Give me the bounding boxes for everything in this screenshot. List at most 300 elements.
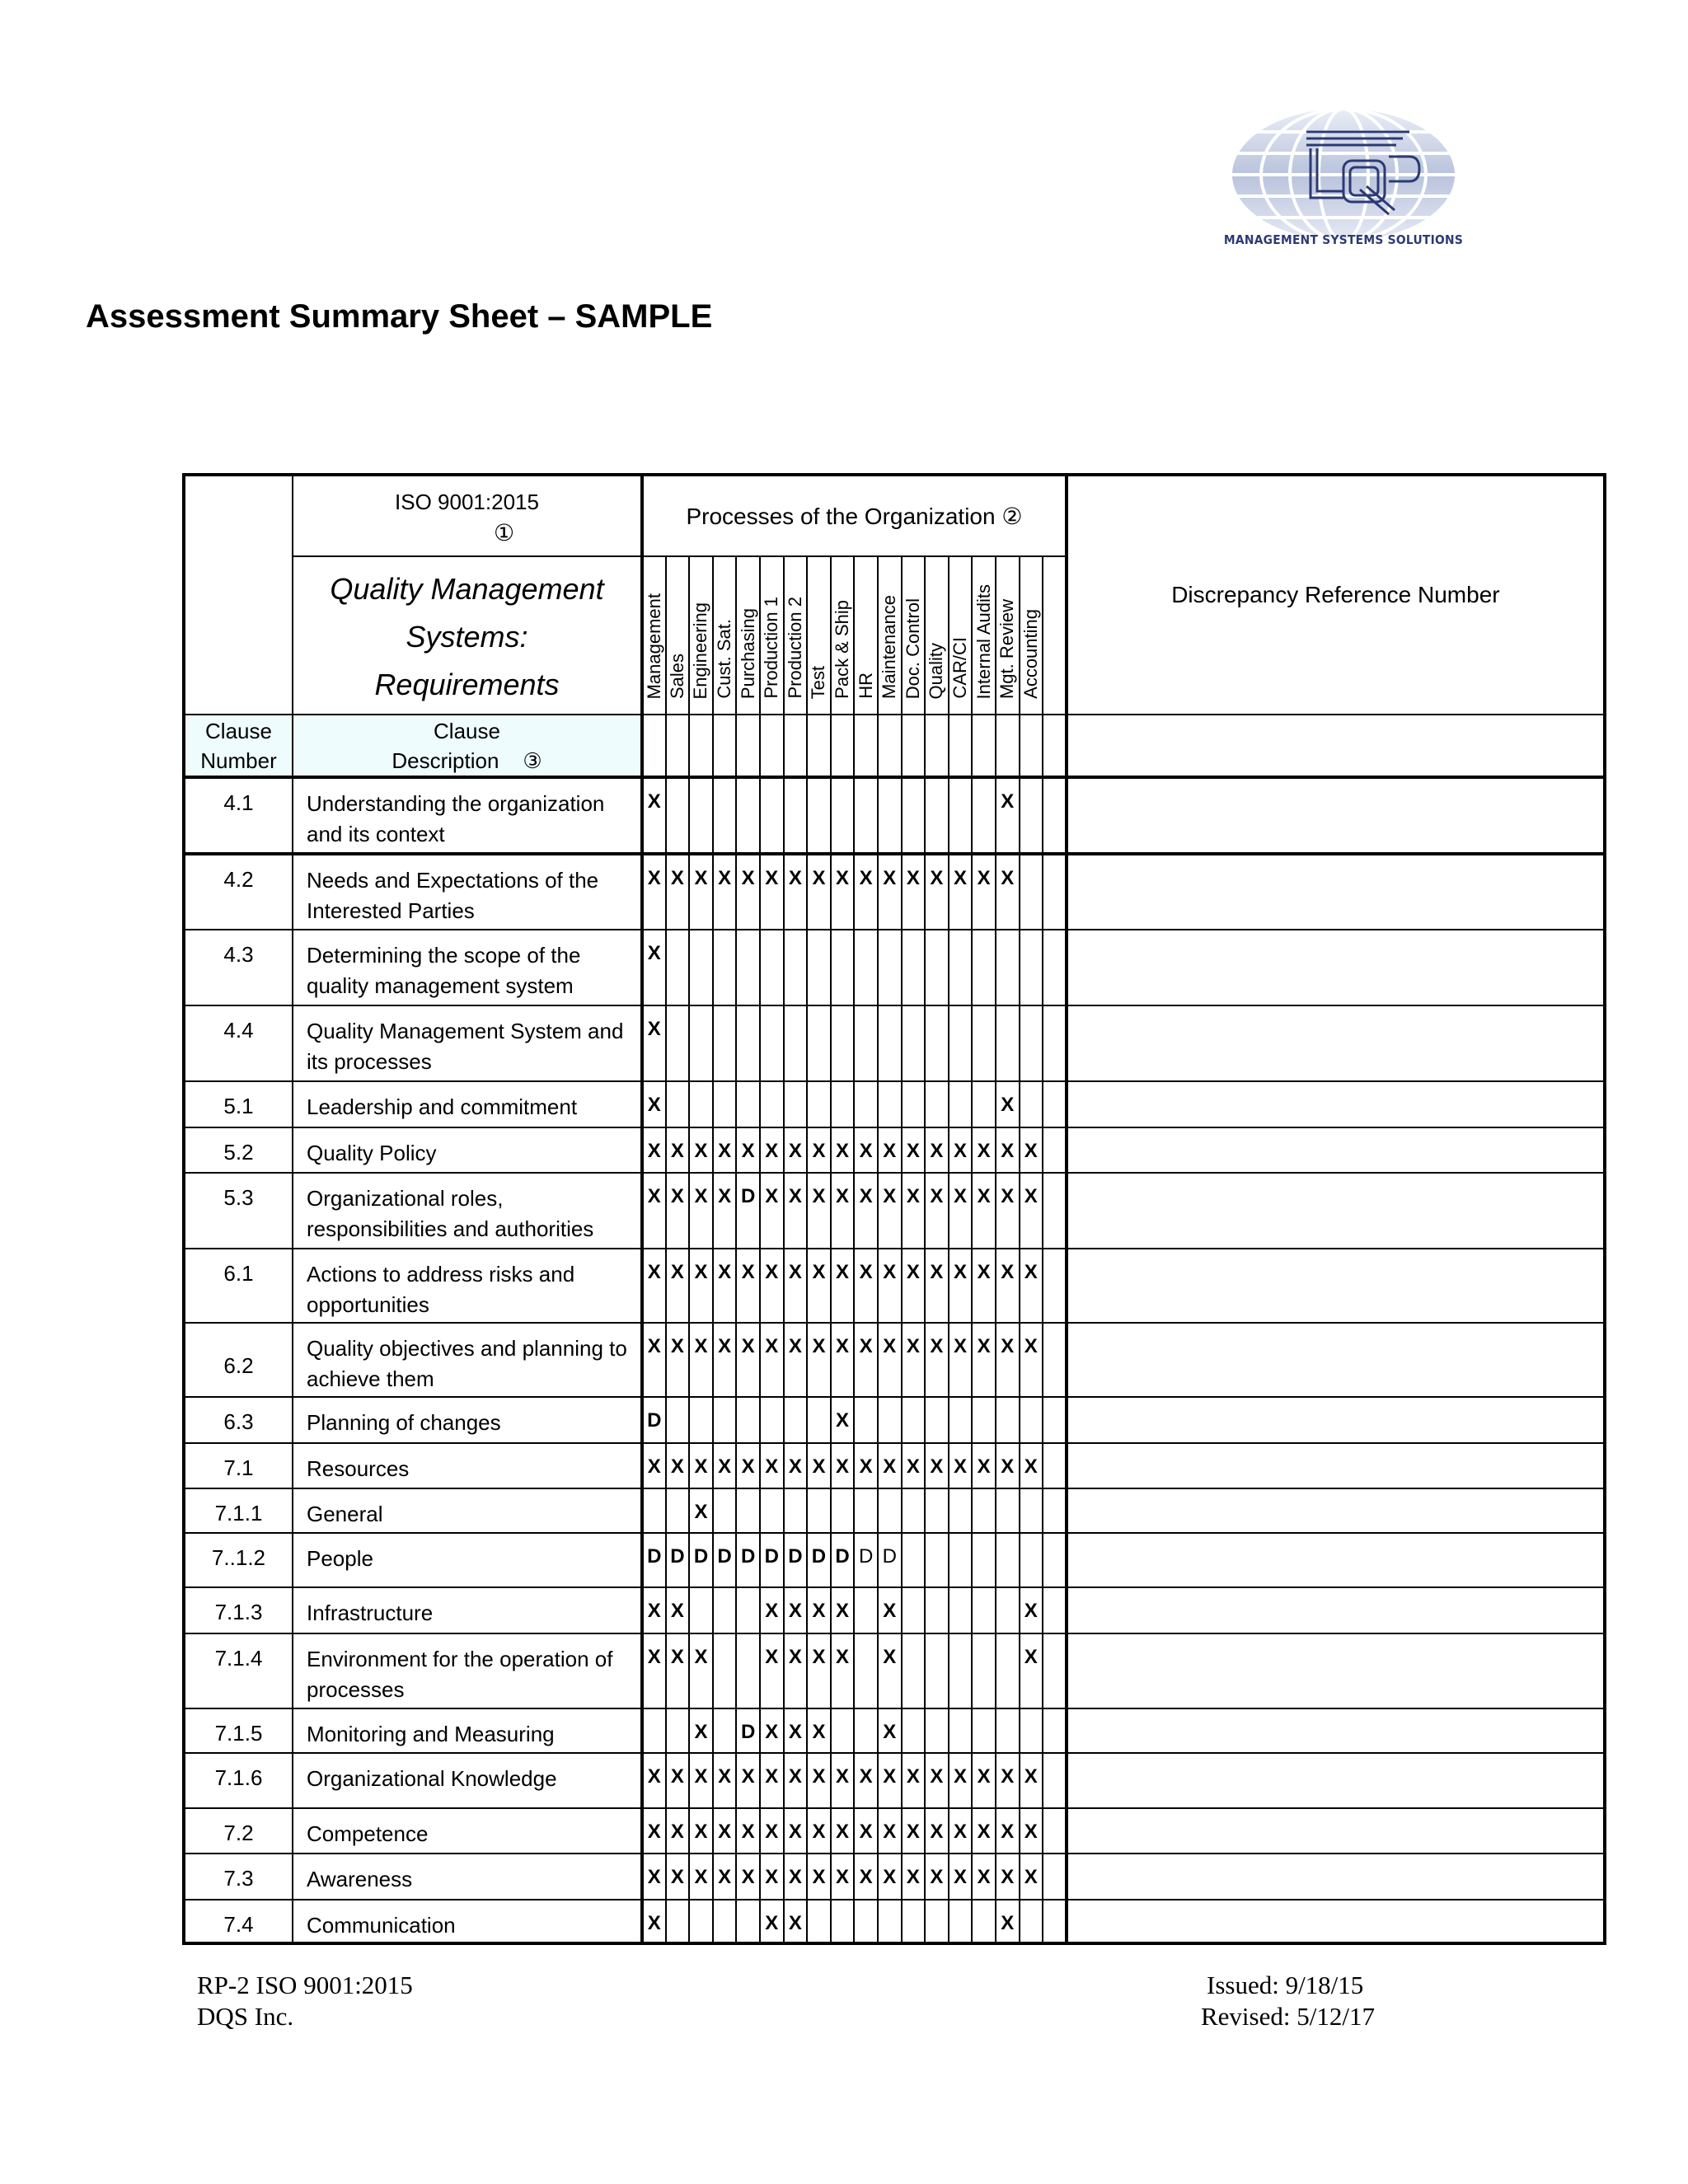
process-mark-cell[interactable] [996, 1488, 1020, 1533]
process-mark-cell[interactable] [949, 930, 973, 1005]
process-mark-cell[interactable]: X [996, 1323, 1020, 1397]
discrepancy-reference-cell[interactable] [1067, 1533, 1605, 1587]
discrepancy-reference-cell[interactable] [1067, 777, 1605, 854]
discrepancy-reference-cell[interactable] [1067, 1323, 1605, 1397]
process-mark-cell[interactable]: X [642, 1443, 666, 1488]
process-mark-cell[interactable]: X [854, 854, 878, 930]
process-mark-cell[interactable] [713, 1708, 737, 1753]
process-mark-cell[interactable]: X [713, 1249, 737, 1323]
process-mark-cell[interactable]: X [949, 1854, 973, 1900]
process-mark-cell[interactable]: X [1020, 1808, 1043, 1854]
process-mark-cell[interactable] [784, 1081, 808, 1127]
process-mark-cell[interactable]: X [642, 1753, 666, 1808]
process-mark-cell[interactable]: D [878, 1533, 902, 1587]
process-mark-cell[interactable] [784, 777, 808, 854]
process-mark-cell[interactable] [713, 1397, 737, 1443]
process-mark-cell[interactable]: D [831, 1533, 855, 1587]
process-mark-cell[interactable] [1043, 1323, 1067, 1397]
process-mark-cell[interactable]: D [736, 1533, 760, 1587]
process-mark-cell[interactable]: X [925, 1249, 949, 1323]
process-mark-cell[interactable]: X [831, 1173, 855, 1249]
process-mark-cell[interactable]: X [807, 1587, 831, 1633]
process-mark-cell[interactable] [878, 1397, 902, 1443]
process-mark-cell[interactable] [996, 1587, 1020, 1633]
process-mark-cell[interactable] [1043, 1488, 1067, 1533]
process-mark-cell[interactable] [902, 1533, 926, 1587]
process-mark-cell[interactable]: X [996, 1127, 1020, 1173]
process-mark-cell[interactable]: X [996, 854, 1020, 930]
process-mark-cell[interactable]: X [807, 1808, 831, 1854]
process-mark-cell[interactable] [1020, 1900, 1043, 1943]
process-mark-cell[interactable] [878, 1900, 902, 1943]
process-mark-cell[interactable] [996, 930, 1020, 1005]
process-mark-cell[interactable]: X [760, 1587, 784, 1633]
process-mark-cell[interactable] [831, 777, 855, 854]
process-mark-cell[interactable]: X [736, 1854, 760, 1900]
process-mark-cell[interactable]: X [949, 854, 973, 930]
process-mark-cell[interactable]: X [854, 1854, 878, 1900]
process-mark-cell[interactable]: X [878, 1587, 902, 1633]
process-mark-cell[interactable]: X [689, 1633, 713, 1708]
process-mark-cell[interactable] [854, 1633, 878, 1708]
process-mark-cell[interactable]: X [760, 1443, 784, 1488]
process-mark-cell[interactable] [689, 1005, 713, 1081]
process-mark-cell[interactable]: X [1020, 1127, 1043, 1173]
discrepancy-reference-cell[interactable] [1067, 1708, 1605, 1753]
discrepancy-reference-cell[interactable] [1067, 1854, 1605, 1900]
process-mark-cell[interactable] [736, 1633, 760, 1708]
process-mark-cell[interactable] [736, 1397, 760, 1443]
process-mark-cell[interactable] [925, 1005, 949, 1081]
process-mark-cell[interactable]: X [642, 1173, 666, 1249]
process-mark-cell[interactable] [1020, 1533, 1043, 1587]
process-mark-cell[interactable]: X [972, 1173, 996, 1249]
process-mark-cell[interactable] [713, 930, 737, 1005]
process-mark-cell[interactable] [972, 1900, 996, 1943]
process-mark-cell[interactable]: X [784, 1249, 808, 1323]
process-mark-cell[interactable] [949, 1488, 973, 1533]
process-mark-cell[interactable]: X [736, 1753, 760, 1808]
process-mark-cell[interactable]: X [854, 1443, 878, 1488]
process-mark-cell[interactable]: X [689, 1808, 713, 1854]
process-mark-cell[interactable]: X [760, 854, 784, 930]
discrepancy-reference-cell[interactable] [1067, 1753, 1605, 1808]
process-mark-cell[interactable] [1043, 854, 1067, 930]
process-mark-cell[interactable] [925, 1397, 949, 1443]
process-mark-cell[interactable] [925, 1900, 949, 1943]
process-mark-cell[interactable] [972, 777, 996, 854]
process-mark-cell[interactable]: X [878, 1323, 902, 1397]
process-mark-cell[interactable]: X [925, 854, 949, 930]
process-mark-cell[interactable] [972, 1708, 996, 1753]
process-mark-cell[interactable]: X [784, 1900, 808, 1943]
process-mark-cell[interactable]: X [949, 1323, 973, 1397]
process-mark-cell[interactable] [902, 1488, 926, 1533]
process-mark-cell[interactable] [807, 777, 831, 854]
process-mark-cell[interactable] [713, 777, 737, 854]
process-mark-cell[interactable]: X [1020, 1323, 1043, 1397]
process-mark-cell[interactable]: X [666, 1173, 690, 1249]
process-mark-cell[interactable]: X [831, 1443, 855, 1488]
process-mark-cell[interactable] [689, 1900, 713, 1943]
discrepancy-reference-cell[interactable] [1067, 930, 1605, 1005]
process-mark-cell[interactable]: X [949, 1173, 973, 1249]
process-mark-cell[interactable] [1043, 1081, 1067, 1127]
process-mark-cell[interactable] [902, 777, 926, 854]
process-mark-cell[interactable] [807, 1397, 831, 1443]
process-mark-cell[interactable] [996, 1397, 1020, 1443]
process-mark-cell[interactable] [972, 1488, 996, 1533]
process-mark-cell[interactable] [902, 1397, 926, 1443]
process-mark-cell[interactable]: X [689, 1127, 713, 1173]
process-mark-cell[interactable] [689, 930, 713, 1005]
process-mark-cell[interactable]: X [689, 1443, 713, 1488]
process-mark-cell[interactable] [854, 930, 878, 1005]
process-mark-cell[interactable]: X [642, 1587, 666, 1633]
process-mark-cell[interactable] [1020, 1005, 1043, 1081]
process-mark-cell[interactable]: X [784, 1127, 808, 1173]
process-mark-cell[interactable] [736, 1488, 760, 1533]
process-mark-cell[interactable] [760, 777, 784, 854]
process-mark-cell[interactable]: X [642, 1633, 666, 1708]
process-mark-cell[interactable]: X [902, 1443, 926, 1488]
process-mark-cell[interactable] [902, 1900, 926, 1943]
process-mark-cell[interactable] [760, 1488, 784, 1533]
process-mark-cell[interactable]: X [713, 1753, 737, 1808]
process-mark-cell[interactable]: X [807, 1249, 831, 1323]
process-mark-cell[interactable]: X [878, 1173, 902, 1249]
discrepancy-reference-cell[interactable] [1067, 1127, 1605, 1173]
process-mark-cell[interactable] [1043, 1173, 1067, 1249]
process-mark-cell[interactable] [831, 1005, 855, 1081]
process-mark-cell[interactable] [1043, 1808, 1067, 1854]
process-mark-cell[interactable]: X [807, 1173, 831, 1249]
process-mark-cell[interactable]: X [996, 777, 1020, 854]
process-mark-cell[interactable]: X [996, 1753, 1020, 1808]
process-mark-cell[interactable]: X [949, 1443, 973, 1488]
process-mark-cell[interactable]: X [925, 1323, 949, 1397]
process-mark-cell[interactable] [689, 1587, 713, 1633]
process-mark-cell[interactable] [854, 777, 878, 854]
process-mark-cell[interactable] [736, 777, 760, 854]
process-mark-cell[interactable]: X [689, 854, 713, 930]
process-mark-cell[interactable]: X [689, 1488, 713, 1533]
process-mark-cell[interactable]: X [807, 1753, 831, 1808]
process-mark-cell[interactable] [666, 1005, 690, 1081]
process-mark-cell[interactable] [878, 1005, 902, 1081]
process-mark-cell[interactable] [996, 1533, 1020, 1587]
process-mark-cell[interactable]: X [760, 1173, 784, 1249]
process-mark-cell[interactable] [972, 930, 996, 1005]
process-mark-cell[interactable] [925, 777, 949, 854]
discrepancy-reference-cell[interactable] [1067, 1808, 1605, 1854]
process-mark-cell[interactable]: X [831, 854, 855, 930]
process-mark-cell[interactable]: X [925, 1443, 949, 1488]
process-mark-cell[interactable]: X [878, 1708, 902, 1753]
process-mark-cell[interactable]: X [689, 1708, 713, 1753]
process-mark-cell[interactable] [925, 1587, 949, 1633]
process-mark-cell[interactable]: D [760, 1533, 784, 1587]
process-mark-cell[interactable] [736, 1587, 760, 1633]
process-mark-cell[interactable]: X [689, 1173, 713, 1249]
process-mark-cell[interactable] [807, 1081, 831, 1127]
process-mark-cell[interactable] [1043, 1533, 1067, 1587]
process-mark-cell[interactable] [878, 930, 902, 1005]
process-mark-cell[interactable] [713, 1081, 737, 1127]
process-mark-cell[interactable] [713, 1488, 737, 1533]
process-mark-cell[interactable] [666, 1900, 690, 1943]
process-mark-cell[interactable] [831, 1081, 855, 1127]
process-mark-cell[interactable]: X [1020, 1443, 1043, 1488]
process-mark-cell[interactable]: D [713, 1533, 737, 1587]
process-mark-cell[interactable]: X [642, 1005, 666, 1081]
process-mark-cell[interactable] [1020, 1488, 1043, 1533]
process-mark-cell[interactable]: X [713, 1127, 737, 1173]
process-mark-cell[interactable] [949, 1397, 973, 1443]
process-mark-cell[interactable] [1043, 1633, 1067, 1708]
discrepancy-reference-cell[interactable] [1067, 1005, 1605, 1081]
process-mark-cell[interactable]: X [760, 1249, 784, 1323]
process-mark-cell[interactable]: X [902, 1753, 926, 1808]
process-mark-cell[interactable]: X [925, 1173, 949, 1249]
process-mark-cell[interactable]: X [996, 1900, 1020, 1943]
process-mark-cell[interactable]: X [642, 1081, 666, 1127]
process-mark-cell[interactable] [972, 1587, 996, 1633]
discrepancy-reference-cell[interactable] [1067, 854, 1605, 930]
process-mark-cell[interactable] [1020, 1708, 1043, 1753]
process-mark-cell[interactable]: X [902, 1173, 926, 1249]
process-mark-cell[interactable]: X [642, 1249, 666, 1323]
process-mark-cell[interactable] [949, 1708, 973, 1753]
process-mark-cell[interactable]: X [831, 1323, 855, 1397]
process-mark-cell[interactable]: X [713, 1323, 737, 1397]
process-mark-cell[interactable]: X [925, 1808, 949, 1854]
process-mark-cell[interactable] [1043, 777, 1067, 854]
process-mark-cell[interactable] [807, 930, 831, 1005]
discrepancy-reference-cell[interactable] [1067, 1488, 1605, 1533]
process-mark-cell[interactable]: X [972, 1249, 996, 1323]
process-mark-cell[interactable] [807, 1900, 831, 1943]
process-mark-cell[interactable] [666, 1708, 690, 1753]
process-mark-cell[interactable]: X [760, 1753, 784, 1808]
process-mark-cell[interactable]: X [996, 1443, 1020, 1488]
process-mark-cell[interactable] [854, 1005, 878, 1081]
process-mark-cell[interactable]: X [666, 1633, 690, 1708]
process-mark-cell[interactable]: X [831, 1587, 855, 1633]
process-mark-cell[interactable] [925, 1633, 949, 1708]
process-mark-cell[interactable]: X [902, 1808, 926, 1854]
process-mark-cell[interactable] [713, 1633, 737, 1708]
process-mark-cell[interactable]: X [1020, 1753, 1043, 1808]
process-mark-cell[interactable]: X [831, 1808, 855, 1854]
process-mark-cell[interactable] [854, 1397, 878, 1443]
process-mark-cell[interactable]: X [878, 1127, 902, 1173]
process-mark-cell[interactable]: X [1020, 1854, 1043, 1900]
process-mark-cell[interactable] [784, 1488, 808, 1533]
process-mark-cell[interactable] [949, 1081, 973, 1127]
process-mark-cell[interactable] [1043, 930, 1067, 1005]
discrepancy-reference-cell[interactable] [1067, 1081, 1605, 1127]
process-mark-cell[interactable] [831, 1708, 855, 1753]
process-mark-cell[interactable] [666, 1081, 690, 1127]
process-mark-cell[interactable] [784, 1397, 808, 1443]
process-mark-cell[interactable]: X [642, 1854, 666, 1900]
process-mark-cell[interactable]: X [713, 1173, 737, 1249]
process-mark-cell[interactable] [925, 1533, 949, 1587]
discrepancy-reference-cell[interactable] [1067, 1443, 1605, 1488]
process-mark-cell[interactable]: X [902, 1127, 926, 1173]
process-mark-cell[interactable]: X [807, 1323, 831, 1397]
process-mark-cell[interactable] [854, 1587, 878, 1633]
discrepancy-reference-cell[interactable] [1067, 1397, 1605, 1443]
process-mark-cell[interactable] [949, 777, 973, 854]
discrepancy-reference-cell[interactable] [1067, 1173, 1605, 1249]
process-mark-cell[interactable] [831, 1488, 855, 1533]
process-mark-cell[interactable]: X [784, 1173, 808, 1249]
process-mark-cell[interactable] [713, 1900, 737, 1943]
process-mark-cell[interactable]: X [878, 1854, 902, 1900]
process-mark-cell[interactable]: X [878, 1808, 902, 1854]
process-mark-cell[interactable]: X [996, 1249, 1020, 1323]
process-mark-cell[interactable] [642, 1708, 666, 1753]
process-mark-cell[interactable]: X [642, 1900, 666, 1943]
process-mark-cell[interactable] [666, 930, 690, 1005]
process-mark-cell[interactable]: X [831, 1127, 855, 1173]
process-mark-cell[interactable] [902, 1587, 926, 1633]
process-mark-cell[interactable] [902, 1708, 926, 1753]
process-mark-cell[interactable] [878, 1488, 902, 1533]
process-mark-cell[interactable]: X [831, 1633, 855, 1708]
process-mark-cell[interactable]: X [642, 1323, 666, 1397]
process-mark-cell[interactable]: X [996, 1854, 1020, 1900]
process-mark-cell[interactable] [972, 1005, 996, 1081]
process-mark-cell[interactable]: X [878, 1633, 902, 1708]
process-mark-cell[interactable] [1020, 930, 1043, 1005]
process-mark-cell[interactable] [689, 777, 713, 854]
process-mark-cell[interactable]: X [784, 1708, 808, 1753]
process-mark-cell[interactable] [972, 1533, 996, 1587]
process-mark-cell[interactable] [1043, 1397, 1067, 1443]
process-mark-cell[interactable] [1020, 1081, 1043, 1127]
process-mark-cell[interactable] [949, 1587, 973, 1633]
process-mark-cell[interactable]: X [807, 1443, 831, 1488]
process-mark-cell[interactable]: X [760, 1708, 784, 1753]
process-mark-cell[interactable] [902, 1081, 926, 1127]
process-mark-cell[interactable]: X [949, 1127, 973, 1173]
process-mark-cell[interactable]: D [642, 1533, 666, 1587]
process-mark-cell[interactable]: X [689, 1249, 713, 1323]
process-mark-cell[interactable] [854, 1900, 878, 1943]
process-mark-cell[interactable]: X [807, 1708, 831, 1753]
process-mark-cell[interactable]: X [713, 854, 737, 930]
process-mark-cell[interactable]: X [925, 1127, 949, 1173]
process-mark-cell[interactable] [1043, 1249, 1067, 1323]
discrepancy-reference-cell[interactable] [1067, 1633, 1605, 1708]
process-mark-cell[interactable] [996, 1005, 1020, 1081]
process-mark-cell[interactable] [1043, 1587, 1067, 1633]
process-mark-cell[interactable]: X [854, 1249, 878, 1323]
process-mark-cell[interactable] [925, 1081, 949, 1127]
process-mark-cell[interactable] [925, 1708, 949, 1753]
process-mark-cell[interactable] [666, 1397, 690, 1443]
process-mark-cell[interactable]: X [972, 1443, 996, 1488]
process-mark-cell[interactable]: X [996, 1173, 1020, 1249]
process-mark-cell[interactable]: X [925, 1854, 949, 1900]
process-mark-cell[interactable]: X [784, 1854, 808, 1900]
process-mark-cell[interactable]: X [902, 1323, 926, 1397]
process-mark-cell[interactable]: X [784, 1323, 808, 1397]
process-mark-cell[interactable]: X [736, 1323, 760, 1397]
process-mark-cell[interactable]: D [854, 1533, 878, 1587]
process-mark-cell[interactable]: D [736, 1708, 760, 1753]
process-mark-cell[interactable]: X [689, 1753, 713, 1808]
process-mark-cell[interactable]: X [666, 1323, 690, 1397]
process-mark-cell[interactable]: X [831, 1854, 855, 1900]
process-mark-cell[interactable]: X [831, 1753, 855, 1808]
process-mark-cell[interactable] [784, 1005, 808, 1081]
process-mark-cell[interactable] [642, 1488, 666, 1533]
process-mark-cell[interactable]: X [760, 1127, 784, 1173]
process-mark-cell[interactable]: X [642, 1127, 666, 1173]
process-mark-cell[interactable] [949, 1900, 973, 1943]
process-mark-cell[interactable]: X [760, 1633, 784, 1708]
process-mark-cell[interactable]: X [666, 1127, 690, 1173]
process-mark-cell[interactable] [878, 1081, 902, 1127]
process-mark-cell[interactable] [949, 1533, 973, 1587]
process-mark-cell[interactable]: X [972, 854, 996, 930]
process-mark-cell[interactable]: X [689, 1323, 713, 1397]
process-mark-cell[interactable] [689, 1081, 713, 1127]
process-mark-cell[interactable] [736, 930, 760, 1005]
process-mark-cell[interactable] [760, 1397, 784, 1443]
process-mark-cell[interactable]: X [972, 1127, 996, 1173]
process-mark-cell[interactable] [1020, 854, 1043, 930]
process-mark-cell[interactable]: X [972, 1808, 996, 1854]
discrepancy-reference-cell[interactable] [1067, 1587, 1605, 1633]
process-mark-cell[interactable]: D [736, 1173, 760, 1249]
process-mark-cell[interactable] [666, 1488, 690, 1533]
process-mark-cell[interactable]: X [666, 1443, 690, 1488]
process-mark-cell[interactable]: X [1020, 1173, 1043, 1249]
process-mark-cell[interactable]: X [854, 1808, 878, 1854]
process-mark-cell[interactable] [1043, 1005, 1067, 1081]
process-mark-cell[interactable] [1043, 1753, 1067, 1808]
process-mark-cell[interactable] [854, 1488, 878, 1533]
process-mark-cell[interactable]: X [831, 1397, 855, 1443]
process-mark-cell[interactable]: X [666, 1249, 690, 1323]
process-mark-cell[interactable]: X [902, 854, 926, 930]
process-mark-cell[interactable]: D [666, 1533, 690, 1587]
discrepancy-reference-cell[interactable] [1067, 1249, 1605, 1323]
process-mark-cell[interactable]: X [689, 1854, 713, 1900]
process-mark-cell[interactable] [902, 1005, 926, 1081]
process-mark-cell[interactable]: X [831, 1249, 855, 1323]
process-mark-cell[interactable]: X [760, 1900, 784, 1943]
process-mark-cell[interactable]: X [807, 1854, 831, 1900]
process-mark-cell[interactable]: X [760, 1323, 784, 1397]
process-mark-cell[interactable] [1043, 1708, 1067, 1753]
process-mark-cell[interactable] [1043, 1127, 1067, 1173]
process-mark-cell[interactable]: X [807, 1633, 831, 1708]
process-mark-cell[interactable]: X [949, 1808, 973, 1854]
process-mark-cell[interactable] [1020, 1397, 1043, 1443]
process-mark-cell[interactable] [996, 1633, 1020, 1708]
process-mark-cell[interactable]: X [1020, 1249, 1043, 1323]
process-mark-cell[interactable] [972, 1397, 996, 1443]
process-mark-cell[interactable]: X [972, 1753, 996, 1808]
process-mark-cell[interactable]: X [736, 1249, 760, 1323]
process-mark-cell[interactable] [854, 1708, 878, 1753]
